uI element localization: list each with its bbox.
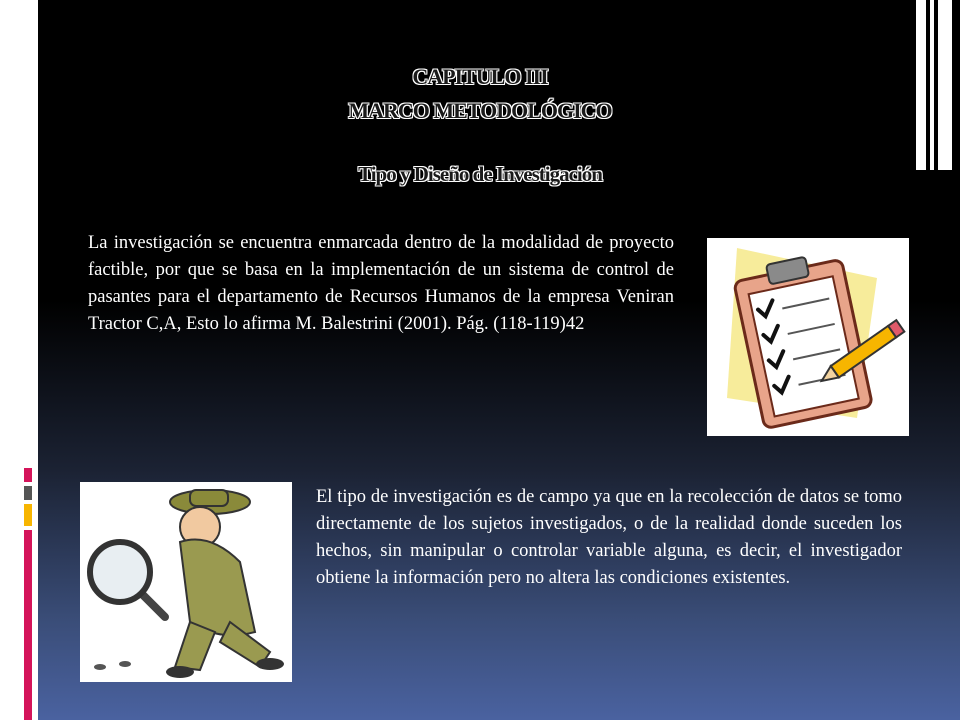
section-subtitle: Tipo y Diseño de Investigación [358, 162, 602, 186]
detective-magnifier-icon [80, 482, 292, 682]
paragraph-modalidad: La investigación se encuentra enmarcada dentro de la modalidad de proyecto factible, por que se basa en la implementación de un sistema de control de pasantes para el departamento de Recursos Humanos de la empresa Veniran Tractor C,A, Esto lo afirma M. Balestrini (2001). Pág. (118-119)42 [88, 233, 674, 334]
title-line-2: MARCO METODOLÓGICO [348, 98, 612, 123]
left-white-bar [0, 0, 38, 720]
paragraph-tipo-campo: El tipo de investigación es de campo ya que en la recolección de datos se tomo directamente de los sujetos investigados, o de la realidad donde suceden los hechos, sin manipular o controlar variable alguna, es decir, el investigador obtiene la información pero no altera las condiciones existentes. [316, 487, 902, 588]
title-line-1: CAPITULO III [412, 64, 548, 89]
detective-image [80, 482, 292, 682]
clipboard-checklist-icon [707, 238, 909, 436]
clipboard-image [707, 238, 909, 436]
